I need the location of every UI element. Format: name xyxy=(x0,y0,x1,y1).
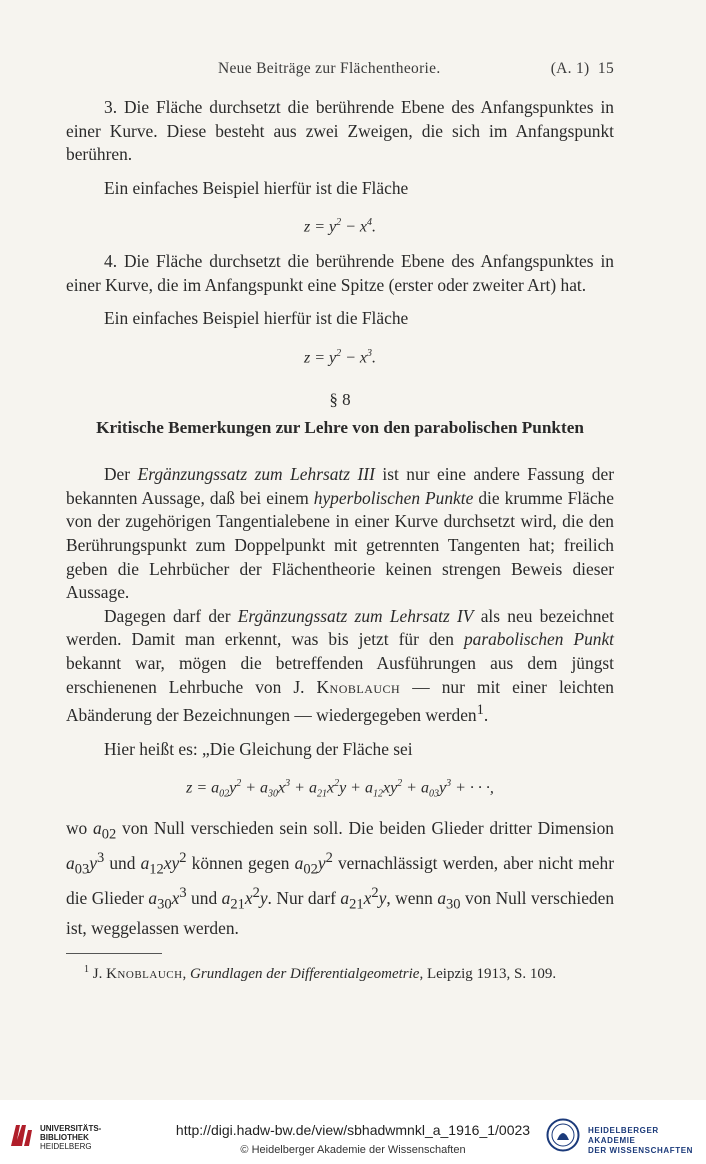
section-number: § 8 xyxy=(329,390,351,409)
running-title: Neue Beiträge zur Flächentheorie. xyxy=(218,60,441,77)
copyright-notice: © Heidelberger Akademie der Wissenschaften xyxy=(240,1144,466,1156)
formula-surface-equation: $z = a_{02}y^2 + a_{30}x^3 + a_{21}x^2y + a_{12}xy^2 + a_{03}y^3$ + · · ·, xyxy=(186,778,494,800)
emphasis-satz-iii: Ergänzungssatz zum Lehrsatz III xyxy=(137,464,375,485)
page-reference xyxy=(551,60,614,78)
paragraph-erganzungssatz-iii: Der Ergänzungssatz zum Lehrsatz III ist nur eine andere Fassung der bekannten Aussage, daß bei einem hyperbolischen Punkte die krumme Fläche von der zugehörigen Tangentialebene in einer Kurve durchsetzt wird, die den Berührungspunkt zum Doppelpunkt mit getrennten Tangenten hat; freilich geben die Lehrbücher der Flächentheorie keinen strengen Beweis dieser Aussage. xyxy=(66,464,614,603)
paragraph-quote-intro: Hier heißt es: „Die Gleichung der Fläche sei xyxy=(104,738,413,759)
emphasis-parabolic: parabolischen Punkt xyxy=(463,629,615,650)
paragraph-erganzungssatz-iv: Dagegen darf der Ergänzungssatz zum Lehrsatz IV als neu bezeichnet werden. Damit man erkennt, was bis jetzt für den parabolischen Punkt bekannt war, mögen die betreffenden Ausführungen aus dem jüngst erschienenen Lehrbuche von J. Knoblauch — nur mit einer leichten Abänderung der Bezeichnungen — wiedergegeben werden$^1$. xyxy=(66,605,615,725)
academy-name: HEIDELBERGER AKADEMIE DER WISSENSCHAFTEN xyxy=(588,1126,694,1155)
viewer-footer xyxy=(0,1100,706,1164)
footnote: $^1$ J. Knoblauch, Grundlagen der Differentialgeometrie, Leipzig 1913, S. 109. xyxy=(84,963,557,982)
academy-seal-icon xyxy=(546,1118,580,1152)
university-library-name: UNIVERSITÄTS- BIBLIOTHEK HEIDELBERG xyxy=(40,1124,102,1151)
emphasis-hyperbolic: hyperbolischen Punkte xyxy=(313,487,474,508)
emphasis-satz-iv: Ergänzungssatz zum Lehrsatz IV xyxy=(237,605,474,626)
footnote-ref: 1 xyxy=(476,702,484,719)
section-title: Kritische Bemerkungen zur Lehre von den parabolischen Punkten xyxy=(96,417,584,437)
paragraph-example-3: Ein einfaches Beispiel hierfür ist die Fläche xyxy=(104,177,409,198)
page-number: 15 xyxy=(597,60,614,77)
footnote-divider xyxy=(66,953,162,954)
paragraph-case-4: 4. Die Fläche durchsetzt die berührende Ebene des Anfangspunktes in einer Kurve, die im Anfangspunkt eine Spitze (erster oder zweiter Art) hat. xyxy=(66,251,614,295)
paragraph-quote-body: wo $a_{02}$ von Null verschieden sein soll. Die beiden Glieder dritter Dimension $a_{03}y^3$ und $a_{12}xy^2$ können gegen $a_{02}y^2$ vernachlässigt werden, aber nicht mehr die Glieder $a_{30}x^3$ und $a_{21}x^2y$. Nur darf $a_{21}x^2y$, wenn $a_{30}$ von Null verschieden ist, weggelassen werden. xyxy=(66,818,615,938)
paragraph-case-3: 3. Die Fläche durchsetzt die berührende Ebene des Anfangspunktes in einer Kurve. Diese besteht aus zwei Zweigen, die sich im Anfangspunkt berühren. xyxy=(66,97,614,165)
page-body xyxy=(66,96,614,984)
document-url-link[interactable]: http://digi.hadw-bw.de/view/sbhadwmnkl_a_1916_1/0023 xyxy=(175,1122,531,1138)
author-name: Knoblauch xyxy=(316,676,401,697)
section-reference: (A. 1) xyxy=(550,60,590,77)
formula-case-3: $z = y^2 - x^4$. xyxy=(303,217,377,236)
formula-case-4: $z = y^2 - x^3$. xyxy=(303,348,377,367)
paragraph-example-4: Ein einfaches Beispiel hierfür ist die Fläche xyxy=(104,308,409,329)
